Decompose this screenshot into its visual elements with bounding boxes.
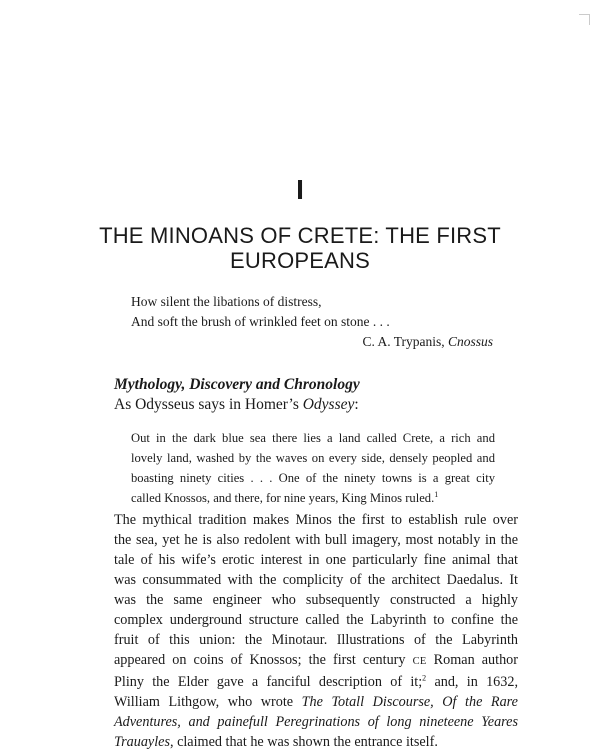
paragraph-line-8 [114, 650, 518, 672]
footnote-ref-2: 2 [422, 673, 427, 683]
chapter-title: THE MINOANS OF CRETE: THE FIRST EUROPEANS [99, 223, 501, 273]
paragraph-line-11 [114, 712, 518, 732]
book-title-part-2: Adventures, and painefull Peregrinations of long nineteene Yeares [114, 714, 518, 730]
paragraph-line-10 [114, 692, 518, 712]
paragraph-line-4: was consummated with the complicity of the architect Daedalus. It [114, 572, 518, 588]
paragraph-line-7: fruit of this union: the Minotaur. Illustrations of the Labyrinth [114, 632, 518, 648]
page-corner-mark [579, 14, 590, 25]
book-title-part-1: The Totall Discourse, Of the Rare [301, 694, 518, 710]
paragraph-line-6: complex underground structure called the Labyrinth to confine the [114, 612, 518, 628]
epigraph-line-1: How silent the libations of distress, [131, 294, 322, 309]
intro-prefix: As Odysseus says in Homer’s [114, 396, 303, 413]
block-quote [131, 428, 495, 508]
chapter-number: I [296, 174, 304, 205]
epigraph-line-2: And soft the brush of wrinkled feet on stone . . . [131, 314, 390, 329]
paragraph-line-5: was the same engineer who subsequently constructed a highly [114, 592, 518, 608]
book-title-part-3: Trauayles [114, 734, 170, 750]
intro-work: Odyssey [302, 396, 355, 413]
epigraph-author: C. A. Trypanis, [362, 334, 448, 349]
quote-line-2: lovely land, washed by the waves on every side, densely peopled and [131, 451, 495, 465]
body-paragraph [114, 510, 518, 752]
paragraph-line-9 [114, 672, 518, 692]
line8-before: appeared on coins of Knossos; the first century [114, 652, 413, 668]
paragraph-line-2: the sea, yet he is also redolent with bull imagery, most notably in the [114, 532, 518, 548]
section-heading: Mythology, Discovery and Chronology [114, 376, 360, 393]
footnote-ref-1: 1 [434, 489, 439, 499]
era-abbreviation: CE [412, 656, 427, 667]
line9-after: and, in 1632, [426, 674, 518, 690]
line12-after: , claimed that he was shown the entrance itself. [169, 734, 438, 750]
quote-line-4-text: called Knossos, and there, for nine years, King Minos ruled. [131, 491, 435, 505]
line10-before: William Lithgow, who wrote [114, 694, 302, 710]
epigraph-attribution [131, 332, 493, 352]
line9-before: Pliny the Elder gave a fanciful description of it; [114, 674, 423, 690]
quote-line-1: Out in the dark blue sea there lies a land called Crete, a rich and [131, 431, 495, 445]
paragraph-line-1: The mythical tradition makes Minos the first to establish rule over [114, 512, 518, 528]
quote-line-4 [131, 488, 495, 508]
section-intro [114, 395, 514, 415]
epigraph-work: Cnossus [447, 334, 493, 349]
intro-suffix: : [354, 396, 359, 413]
paragraph-line-12 [114, 732, 518, 752]
epigraph [131, 292, 493, 352]
line8-after: Roman author [426, 652, 518, 668]
quote-line-3: boasting ninety cities . . . One of the ninety towns is a great city [131, 471, 495, 485]
paragraph-line-3: tale of his wife’s erotic interest in one particularly fine animal that [114, 552, 518, 568]
